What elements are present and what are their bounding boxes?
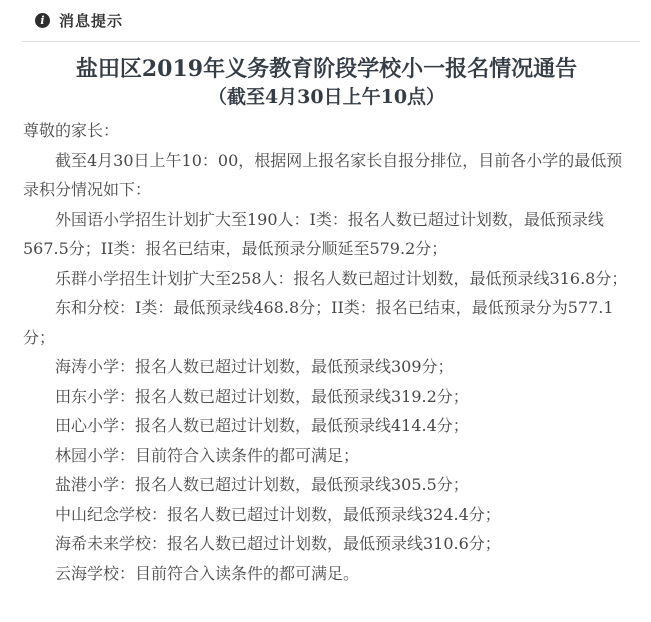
notice-paragraph: 海希未来学校：报名人数已超过计划数，最低预录线310.6分； [55,534,501,553]
notice-text [23,116,630,588]
notice-subtitle: （截至4月30日上午10点） [207,86,446,108]
salutation: 尊敬的家长： [23,121,120,140]
notice-paragraph: 外国语小学招生计划扩大至190人：I类：报名人数已超过计划数，最低预录线567.5分；II类：报名已结束，最低预录分顺延至579.2分； [23,209,604,258]
notice-paragraph: 云海学校：目前符合入读条件的都可满足。 [55,563,360,583]
notice-paragraph: 海涛小学：报名人数已超过计划数，最低预录线309分； [55,357,454,376]
notice-paragraph: 盐港小学：报名人数已超过计划数，最低预录线305.5分； [55,475,469,494]
notice-paragraph: 中山纪念学校：报名人数已超过计划数，最低预录线324.4分； [55,504,501,524]
notice-paragraph: 林园小学：目前符合入读条件的都可满足； [55,445,360,465]
notice-paragraph: 乐群小学招生计划扩大至258人：报名人数已超过计划数，最低预录线316.8分； [55,268,628,288]
header-bar [0,0,651,41]
notice-paragraph: 田心小学：报名人数已超过计划数，最低预录线414.4分； [55,416,469,435]
notice-paragraph: 田东小学：报名人数已超过计划数，最低预录线319.2分； [55,386,469,406]
notice-paragraph: 截至4月30日上午10：00，根据网上报名家长自报分排位，目前各小学的最低预录积分情况如下： [23,150,623,199]
notice-title: 盐田区2019年义务教育阶段学校小一报名情况通告 [75,56,578,82]
notice-paragraph: 东和分校：I类：最低预录线468.8分；II类：报名已结束，最低预录分为577.1分； [23,298,614,347]
notice-body [0,42,651,588]
header-title: 消息提示 [59,13,124,30]
info-icon: i [35,13,50,28]
